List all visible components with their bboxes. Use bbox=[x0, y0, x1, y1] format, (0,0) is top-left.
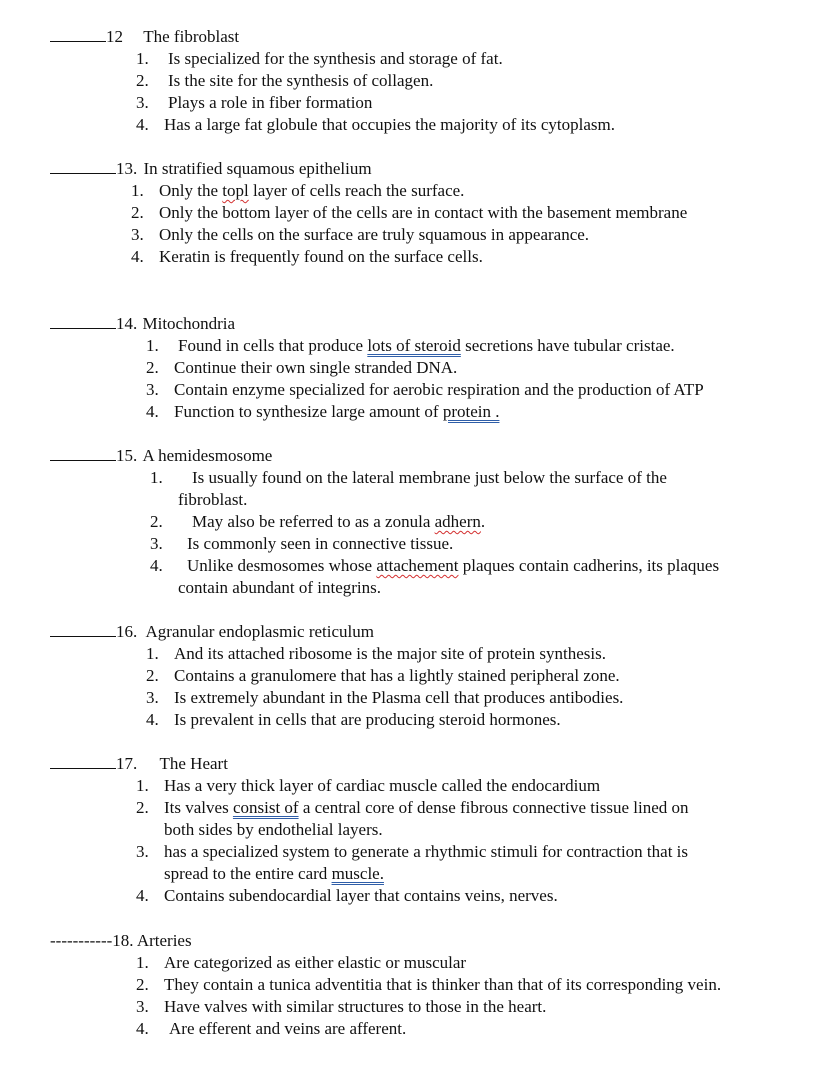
option-1 bbox=[146, 335, 675, 357]
answer-blank[interactable] bbox=[50, 621, 116, 637]
option-4-continuation bbox=[178, 577, 381, 599]
option-1 bbox=[136, 775, 600, 797]
question-title: Arteries bbox=[136, 931, 192, 950]
option-text: Function to synthesize large amount of bbox=[174, 402, 443, 421]
option-text: Is commonly seen in connective tissue. bbox=[187, 534, 454, 553]
option-text: Only the bottom layer of the cells are in contact with the basement membrane bbox=[159, 203, 688, 222]
option-text: And its attached ribosome is the major site of protein synthesis. bbox=[174, 644, 607, 663]
option-text: May also be referred to as a zonula bbox=[192, 512, 435, 531]
option-number: 1. bbox=[136, 49, 149, 68]
option-number: 4. bbox=[136, 115, 149, 134]
option-number: 4. bbox=[131, 247, 144, 266]
question-heading bbox=[50, 753, 228, 775]
option-text: Only the bbox=[159, 181, 223, 200]
option-1 bbox=[136, 48, 503, 70]
option-text: Keratin is frequently found on the surface cells. bbox=[159, 247, 483, 266]
option-number: 1. bbox=[150, 468, 163, 487]
option-text: layer of cells reach the surface. bbox=[248, 181, 465, 200]
option-number: 4. bbox=[146, 710, 159, 729]
question-title: A hemidesmosome bbox=[142, 446, 273, 465]
question-heading bbox=[50, 930, 192, 952]
question-title: The Heart bbox=[159, 754, 228, 773]
option-number: 1. bbox=[131, 181, 144, 200]
option-2 bbox=[136, 797, 689, 819]
option-2 bbox=[136, 974, 721, 996]
option-text: Plays a role in fiber formation bbox=[168, 93, 373, 112]
option-text: a central core of dense fibrous connective tissue lined on bbox=[298, 798, 689, 817]
question-title: In stratified squamous epithelium bbox=[143, 159, 372, 178]
question-number: 14. bbox=[116, 314, 138, 333]
option-text: has a specialized system to generate a rhythmic stimuli for contraction that is bbox=[164, 842, 689, 861]
answer-blank[interactable] bbox=[50, 158, 116, 174]
question-number: -----------18. bbox=[50, 931, 134, 950]
option-text: plaques contain cadherins, its plaques bbox=[458, 556, 720, 575]
option-text: Are categorized as either elastic or muscular bbox=[164, 953, 467, 972]
option-number: 2. bbox=[136, 975, 149, 994]
option-3-continuation bbox=[164, 863, 384, 885]
question-title: The fibroblast bbox=[143, 27, 240, 46]
option-2 bbox=[150, 511, 485, 533]
question-heading bbox=[50, 313, 235, 335]
option-number: 2. bbox=[146, 666, 159, 685]
option-text: Contains subendocardial layer that contains veins, nerves. bbox=[164, 886, 558, 905]
option-1-continuation bbox=[178, 489, 247, 511]
option-text: Are efferent and veins are afferent. bbox=[169, 1019, 407, 1038]
option-text: Continue their own single stranded DNA. bbox=[174, 358, 458, 377]
option-number: 3. bbox=[146, 688, 159, 707]
option-number: 4. bbox=[150, 556, 163, 575]
option-text: Has a large fat globule that occupies the majority of its cytoplasm. bbox=[164, 115, 616, 134]
option-number: 3. bbox=[136, 93, 149, 112]
option-4 bbox=[150, 555, 719, 577]
question-number: 15. bbox=[116, 446, 138, 465]
grammar-flag: consist of bbox=[232, 798, 299, 817]
option-text: . bbox=[480, 512, 486, 531]
option-4 bbox=[131, 246, 483, 268]
option-text: fibroblast. bbox=[178, 490, 248, 509]
option-number: 4. bbox=[136, 1019, 149, 1038]
option-3 bbox=[131, 224, 589, 246]
option-3 bbox=[136, 92, 372, 114]
option-2-continuation bbox=[164, 819, 383, 841]
option-number: 1. bbox=[136, 953, 149, 972]
option-text: Contain enzyme specialized for aerobic respiration and the production of ATP bbox=[174, 380, 704, 399]
option-number: 3. bbox=[150, 534, 163, 553]
option-1 bbox=[146, 643, 606, 665]
option-text: Only the cells on the surface are truly squamous in appearance. bbox=[159, 225, 590, 244]
grammar-flag: lots of steroid bbox=[367, 336, 461, 355]
option-number: 1. bbox=[146, 644, 159, 663]
option-3 bbox=[136, 996, 546, 1018]
question-title: Mitochondria bbox=[142, 314, 236, 333]
option-4 bbox=[136, 114, 615, 136]
option-number: 3. bbox=[131, 225, 144, 244]
option-number: 2. bbox=[146, 358, 159, 377]
option-text: contain abundant of integrins. bbox=[178, 578, 382, 597]
option-3 bbox=[136, 841, 688, 863]
option-4 bbox=[146, 709, 561, 731]
option-number: 1. bbox=[146, 336, 159, 355]
option-number: 1. bbox=[136, 776, 149, 795]
question-heading bbox=[50, 445, 272, 467]
question-number: 17. bbox=[116, 754, 138, 773]
option-2 bbox=[131, 202, 687, 224]
question-heading bbox=[50, 621, 374, 643]
option-number: 2. bbox=[131, 203, 144, 222]
option-number: 3. bbox=[136, 842, 149, 861]
question-number: 13. bbox=[116, 159, 138, 178]
option-text: Found in cells that produce bbox=[178, 336, 368, 355]
option-text: They contain a tunica adventitia that is thinker than that of its corresponding vein. bbox=[164, 975, 722, 994]
option-text: Contains a granulomere that has a lightly stained peripheral zone. bbox=[174, 666, 620, 685]
spelling-flag: attachement bbox=[376, 556, 459, 575]
option-2 bbox=[136, 70, 433, 92]
option-text: both sides by endothelial layers. bbox=[164, 820, 383, 839]
question-title: Agranular endoplasmic reticulum bbox=[145, 622, 374, 641]
option-4 bbox=[136, 1018, 406, 1040]
question-number: 16. bbox=[116, 622, 138, 641]
question-heading bbox=[50, 26, 239, 48]
option-number: 3. bbox=[136, 997, 149, 1016]
option-text: Unlike desmosomes whose bbox=[187, 556, 377, 575]
option-4 bbox=[146, 401, 499, 423]
spelling-flag: adhern bbox=[434, 512, 481, 531]
option-text: Its valves bbox=[164, 798, 233, 817]
option-text: spread to the entire card bbox=[164, 864, 332, 883]
option-number: 4. bbox=[136, 886, 149, 905]
grammar-flag: muscle. bbox=[331, 864, 384, 883]
option-number: 4. bbox=[146, 402, 159, 421]
answer-blank[interactable] bbox=[50, 26, 106, 42]
question-number: 12 bbox=[106, 27, 123, 46]
option-text: Is usually found on the lateral membrane just below the surface of the bbox=[192, 468, 667, 487]
option-2 bbox=[146, 665, 620, 687]
option-text: Is the site for the synthesis of collagen. bbox=[168, 71, 434, 90]
question-heading bbox=[50, 158, 372, 180]
option-number: 2. bbox=[150, 512, 163, 531]
option-text: Is extremely abundant in the Plasma cell that produces antibodies. bbox=[174, 688, 624, 707]
grammar-flag: protein . bbox=[442, 402, 500, 421]
spelling-flag: topl bbox=[222, 181, 249, 200]
option-3 bbox=[146, 379, 704, 401]
option-number: 3. bbox=[146, 380, 159, 399]
answer-blank[interactable] bbox=[50, 753, 116, 769]
option-4 bbox=[136, 885, 558, 907]
option-3 bbox=[150, 533, 453, 555]
option-text: secretions have tubular cristae. bbox=[460, 336, 675, 355]
option-1 bbox=[150, 467, 667, 489]
answer-blank[interactable] bbox=[50, 445, 116, 461]
option-3 bbox=[146, 687, 623, 709]
answer-blank[interactable] bbox=[50, 313, 116, 329]
option-text: Has a very thick layer of cardiac muscle called the endocardium bbox=[164, 776, 601, 795]
option-text: Is prevalent in cells that are producing steroid hormones. bbox=[174, 710, 561, 729]
option-2 bbox=[146, 357, 457, 379]
option-text: Is specialized for the synthesis and storage of fat. bbox=[168, 49, 503, 68]
option-number: 2. bbox=[136, 71, 149, 90]
option-1 bbox=[136, 952, 466, 974]
option-1 bbox=[131, 180, 464, 202]
option-number: 2. bbox=[136, 798, 149, 817]
option-text: Have valves with similar structures to those in the heart. bbox=[164, 997, 547, 1016]
